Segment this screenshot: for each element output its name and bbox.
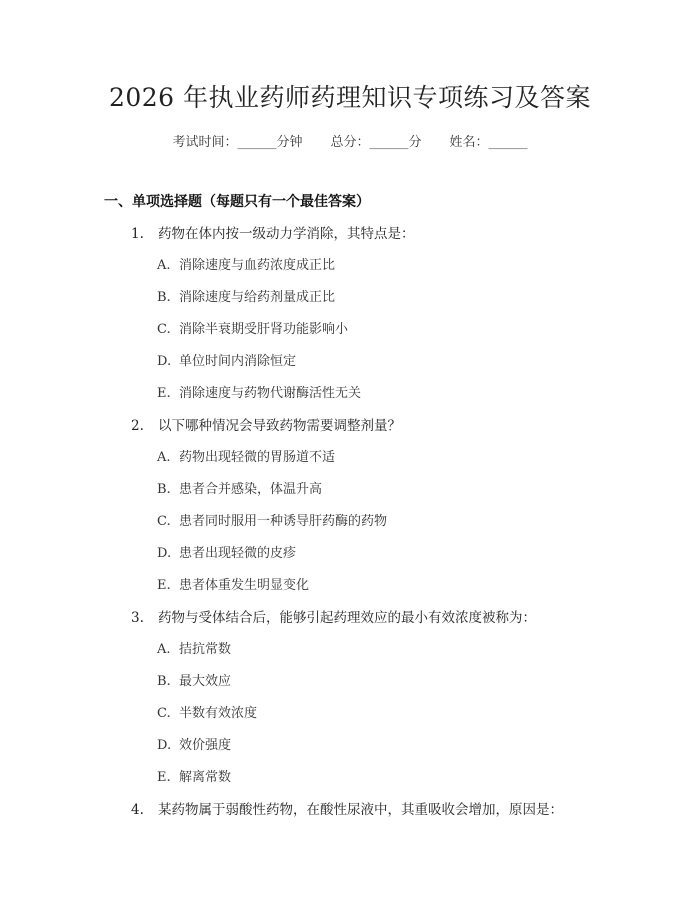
option-letter: A. (157, 642, 171, 657)
option-text: 解离常数 (179, 770, 232, 785)
option-letter: E. (157, 386, 171, 401)
answer-option (157, 734, 231, 753)
option-text: 效价强度 (179, 738, 232, 753)
answer-option (157, 350, 296, 369)
answer-option (157, 478, 322, 497)
question-text: 某药物属于弱酸性药物，在酸性尿液中，其重吸收会增加，原因是： (158, 802, 563, 818)
option-letter: D. (157, 354, 172, 369)
question-item (131, 222, 415, 242)
section-heading: 一、单项选择题（每题只有一个最佳答案） (104, 194, 370, 210)
answer-option (157, 286, 335, 305)
exam-time-field: 考试时间：______分钟 (172, 135, 303, 150)
option-text: 半数有效浓度 (179, 706, 258, 721)
option-text: 拮抗常数 (179, 642, 232, 657)
question-text: 以下哪种情况会导致药物需要调整剂量？ (158, 418, 401, 434)
answer-option (157, 670, 231, 689)
question-item (131, 606, 536, 626)
option-text: 消除速度与药物代谢酶活性无关 (179, 386, 362, 401)
answer-option (157, 574, 309, 593)
option-letter: D. (157, 546, 172, 561)
answer-option (157, 446, 335, 465)
option-text: 患者体重发生明显变化 (179, 578, 310, 593)
option-text: 患者同时服用一种诱导肝药酶的药物 (179, 514, 388, 529)
option-text: 单位时间内消除恒定 (179, 354, 297, 369)
question-text: 药物在体内按一级动力学消除，其特点是： (158, 226, 415, 242)
option-text: 药物出现轻微的胃肠道不适 (179, 450, 336, 465)
answer-option (157, 638, 231, 657)
name-field: 姓名：______ (449, 135, 528, 150)
question-number: 1. (131, 226, 144, 242)
answer-option (157, 254, 335, 273)
total-score-field: 总分：______分 (330, 135, 422, 150)
question-item (131, 798, 563, 818)
option-text: 消除速度与给药剂量成正比 (179, 290, 336, 305)
option-letter: E. (157, 578, 171, 593)
question-number: 2. (131, 418, 144, 434)
option-letter: B. (157, 482, 171, 497)
exam-meta (0, 131, 700, 150)
answer-option (157, 702, 257, 721)
option-text: 消除半衰期受肝肾功能影响小 (179, 322, 349, 337)
question-number: 4. (131, 802, 144, 818)
question-item (131, 414, 401, 434)
answer-option (157, 510, 387, 529)
option-letter: E. (157, 770, 171, 785)
option-letter: C. (157, 514, 171, 529)
option-text: 患者合并感染，体温升高 (179, 482, 323, 497)
option-letter: B. (157, 674, 171, 689)
option-letter: A. (157, 450, 171, 465)
option-text: 患者出现轻微的皮疹 (179, 546, 297, 561)
option-letter: B. (157, 290, 171, 305)
answer-option (157, 318, 348, 337)
option-text: 最大效应 (179, 674, 232, 689)
option-text: 消除速度与血药浓度成正比 (179, 258, 336, 273)
answer-option (157, 542, 296, 561)
option-letter: A. (157, 258, 171, 273)
page-title: 2026 年执业药师药理知识专项练习及答案 (108, 83, 592, 112)
question-number: 3. (131, 610, 144, 626)
answer-option (157, 766, 231, 785)
option-letter: C. (157, 706, 171, 721)
option-letter: C. (157, 322, 171, 337)
question-text: 药物与受体结合后，能够引起药理效应的最小有效浓度被称为： (158, 610, 536, 626)
answer-option (157, 382, 361, 401)
option-letter: D. (157, 738, 172, 753)
